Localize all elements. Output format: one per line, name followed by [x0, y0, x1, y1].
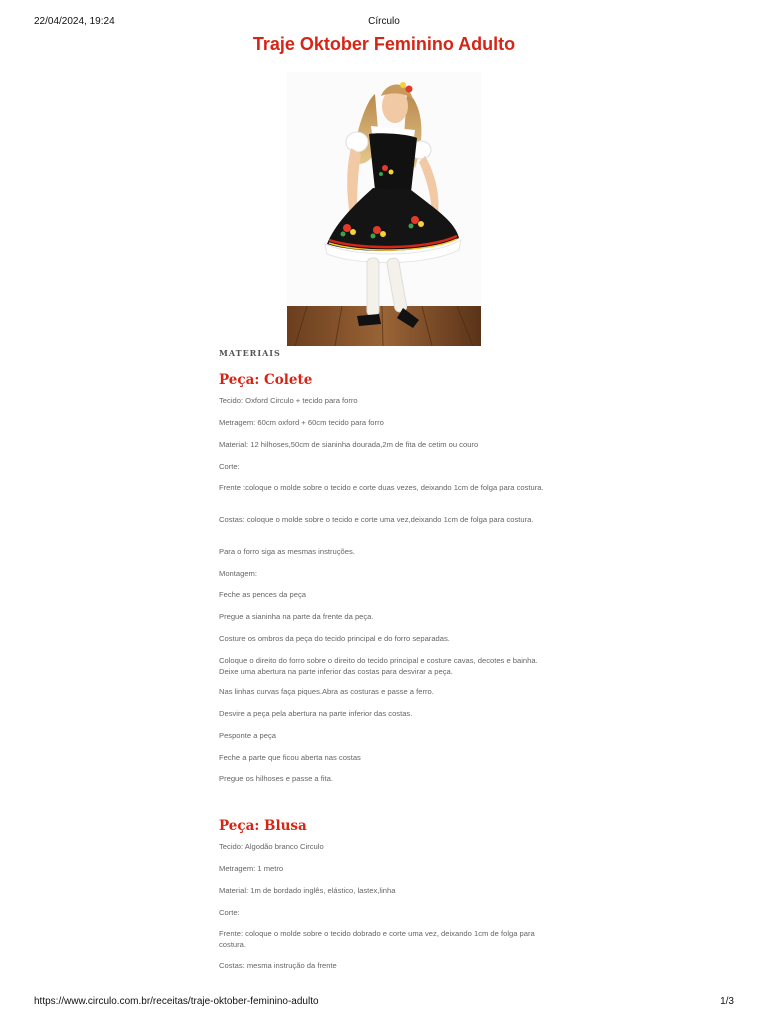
print-footer	[34, 996, 734, 1010]
blusa-paragraph: Corte:	[219, 908, 240, 917]
colete-paragraph: Material: 12 hilhoses,50cm de sianinha dourada,2m de fita de cetim ou couro	[219, 440, 479, 449]
blusa-paragraph: Frente: coloque o molde sobre o tecido dobrado e corte uma vez, deixando 1cm de folga para costura.	[219, 929, 535, 949]
colete-paragraph: Coloque o direito do forro sobre o direito do tecido principal e costure cavas, decotes e bainha. Deixe uma abertura na parte inferior das costas para desvirar a peça.	[219, 656, 538, 676]
colete-paragraph: Costure os ombros da peça do tecido principal e do forro separadas.	[219, 634, 450, 643]
oktoberfest-dress-illustration	[287, 72, 481, 346]
print-url[interactable]: https://www.circulo.com.br/receitas/traje-oktober-feminino-adulto	[34, 996, 319, 1007]
page-title: Traje Oktober Feminino Adulto	[252, 34, 516, 54]
section-title-blusa: Peça: Blusa	[219, 818, 307, 834]
blusa-paragraph: Material: 1m de bordado inglês, elástico, lastex,linha	[219, 886, 396, 895]
product-photo	[287, 72, 481, 346]
colete-paragraph: Costas: coloque o molde sobre o tecido e corte uma vez,deixando 1cm de folga para costura.	[219, 515, 534, 524]
materials-label: MATERIAIS	[219, 348, 281, 358]
colete-paragraph: Tecido: Oxford Circulo + tecido para forro	[219, 396, 358, 405]
colete-paragraph: Nas linhas curvas faça piques.Abra as costuras e passe a ferro.	[219, 687, 434, 696]
colete-paragraph: Para o forro siga as mesmas instruções.	[219, 547, 355, 556]
page-indicator: 1/3	[720, 996, 734, 1007]
colete-paragraph: Pesponte a peça	[219, 731, 276, 740]
colete-paragraph: Pregue a sianinha na parte da frente da peça.	[219, 612, 374, 621]
colete-paragraph: Pregue os hilhoses e passe a fita.	[219, 774, 333, 783]
blusa-paragraph: Metragem: 1 metro	[219, 864, 284, 873]
colete-paragraph: Corte:	[219, 462, 240, 471]
section-title-colete: Peça: Colete	[219, 372, 313, 388]
colete-paragraph: Desvire a peça pela abertura na parte inferior das costas.	[219, 709, 413, 718]
blusa-paragraph: Tecido: Algodão branco Circulo	[219, 842, 324, 851]
print-header	[34, 16, 734, 30]
print-datetime: 22/04/2024, 19:24	[34, 16, 115, 27]
print-site-name: Círculo	[368, 16, 400, 27]
colete-paragraph: Feche as pences da peça	[219, 590, 306, 599]
colete-paragraph: Feche a parte que ficou aberta nas costas	[219, 753, 361, 762]
colete-paragraph: Frente :coloque o molde sobre o tecido e corte duas vezes, deixando 1cm de folga para costura.	[219, 483, 544, 492]
colete-paragraph: Montagem:	[219, 569, 257, 578]
blusa-paragraph: Costas: mesma instrução da frente	[219, 961, 337, 970]
colete-paragraph: Metragem: 60cm oxford + 60cm tecido para forro	[219, 418, 384, 427]
